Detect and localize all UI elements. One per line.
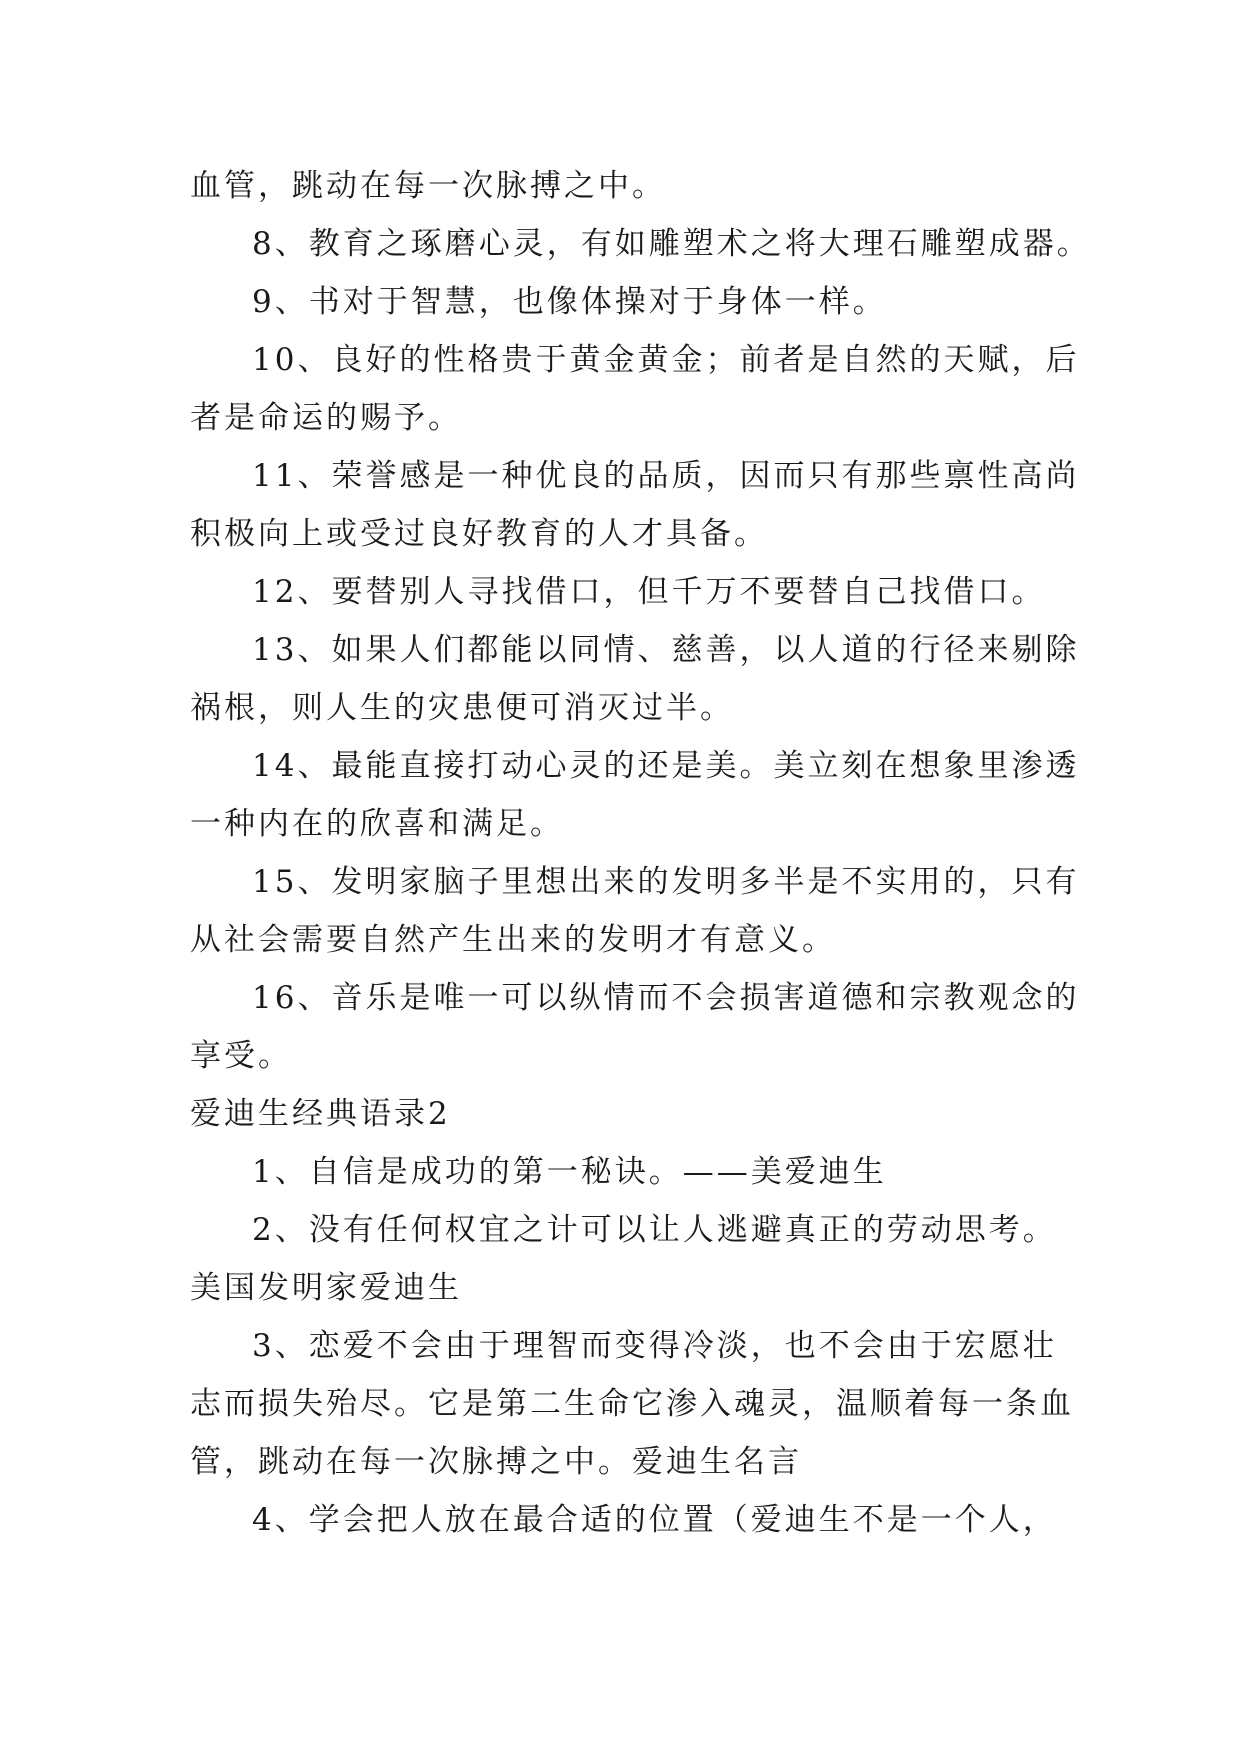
quote-8: 8、教育之琢磨心灵，有如雕塑术之将大理石雕塑成器。 [252, 226, 1091, 262]
quote-1: 1、自信是成功的第一秘诀。——美爱迪生 [252, 1154, 887, 1190]
text-line: 一种内在的欣喜和满足。 [190, 806, 564, 842]
quote-15: 15、发明家脑子里想出来的发明多半是不实用的，只有 [252, 864, 1080, 900]
text-line: 享受。 [190, 1038, 292, 1074]
quote-12: 12、要替别人寻找借口，但千万不要替自己找借口。 [252, 574, 1046, 610]
text-line: 从社会需要自然产生出来的发明才有意义。 [190, 922, 836, 958]
document-body [190, 157, 1091, 1549]
section-heading: 爱迪生经典语录2 [190, 1096, 451, 1132]
text-line: 志而损失殆尽。它是第二生命它渗入魂灵，温顺着每一条血 [190, 1386, 1074, 1422]
text-line: 者是命运的赐予。 [190, 400, 462, 436]
quote-13: 13、如果人们都能以同情、慈善，以人道的行径来剔除 [252, 632, 1080, 668]
text-line: 管，跳动在每一次脉搏之中。爱迪生名言 [190, 1444, 802, 1480]
quote-16: 16、音乐是唯一可以纵情而不会损害道德和宗教观念的 [252, 980, 1080, 1016]
quote-11: 11、荣誉感是一种优良的品质，因而只有那些禀性高尚 [252, 458, 1080, 494]
quote-10: 10、良好的性格贵于黄金黄金；前者是自然的天赋，后 [252, 342, 1080, 378]
text-line: 美国发明家爱迪生 [190, 1270, 462, 1306]
quote-14: 14、最能直接打动心灵的还是美。美立刻在想象里渗透 [252, 748, 1080, 784]
text-line: 血管，跳动在每一次脉搏之中。 [190, 168, 666, 204]
text-line: 祸根，则人生的灾患便可消灭过半。 [190, 690, 734, 726]
quote-9: 9、书对于智慧，也像体操对于身体一样。 [252, 284, 887, 320]
quote-2: 2、没有任何权宜之计可以让人逃避真正的劳动思考。 [252, 1212, 1057, 1248]
quote-3: 3、恋爱不会由于理智而变得冷淡，也不会由于宏愿壮 [252, 1328, 1057, 1364]
quote-4: 4、学会把人放在最合适的位置（爱迪生不是一个人， [252, 1502, 1057, 1538]
text-line: 积极向上或受过良好教育的人才具备。 [190, 516, 768, 552]
